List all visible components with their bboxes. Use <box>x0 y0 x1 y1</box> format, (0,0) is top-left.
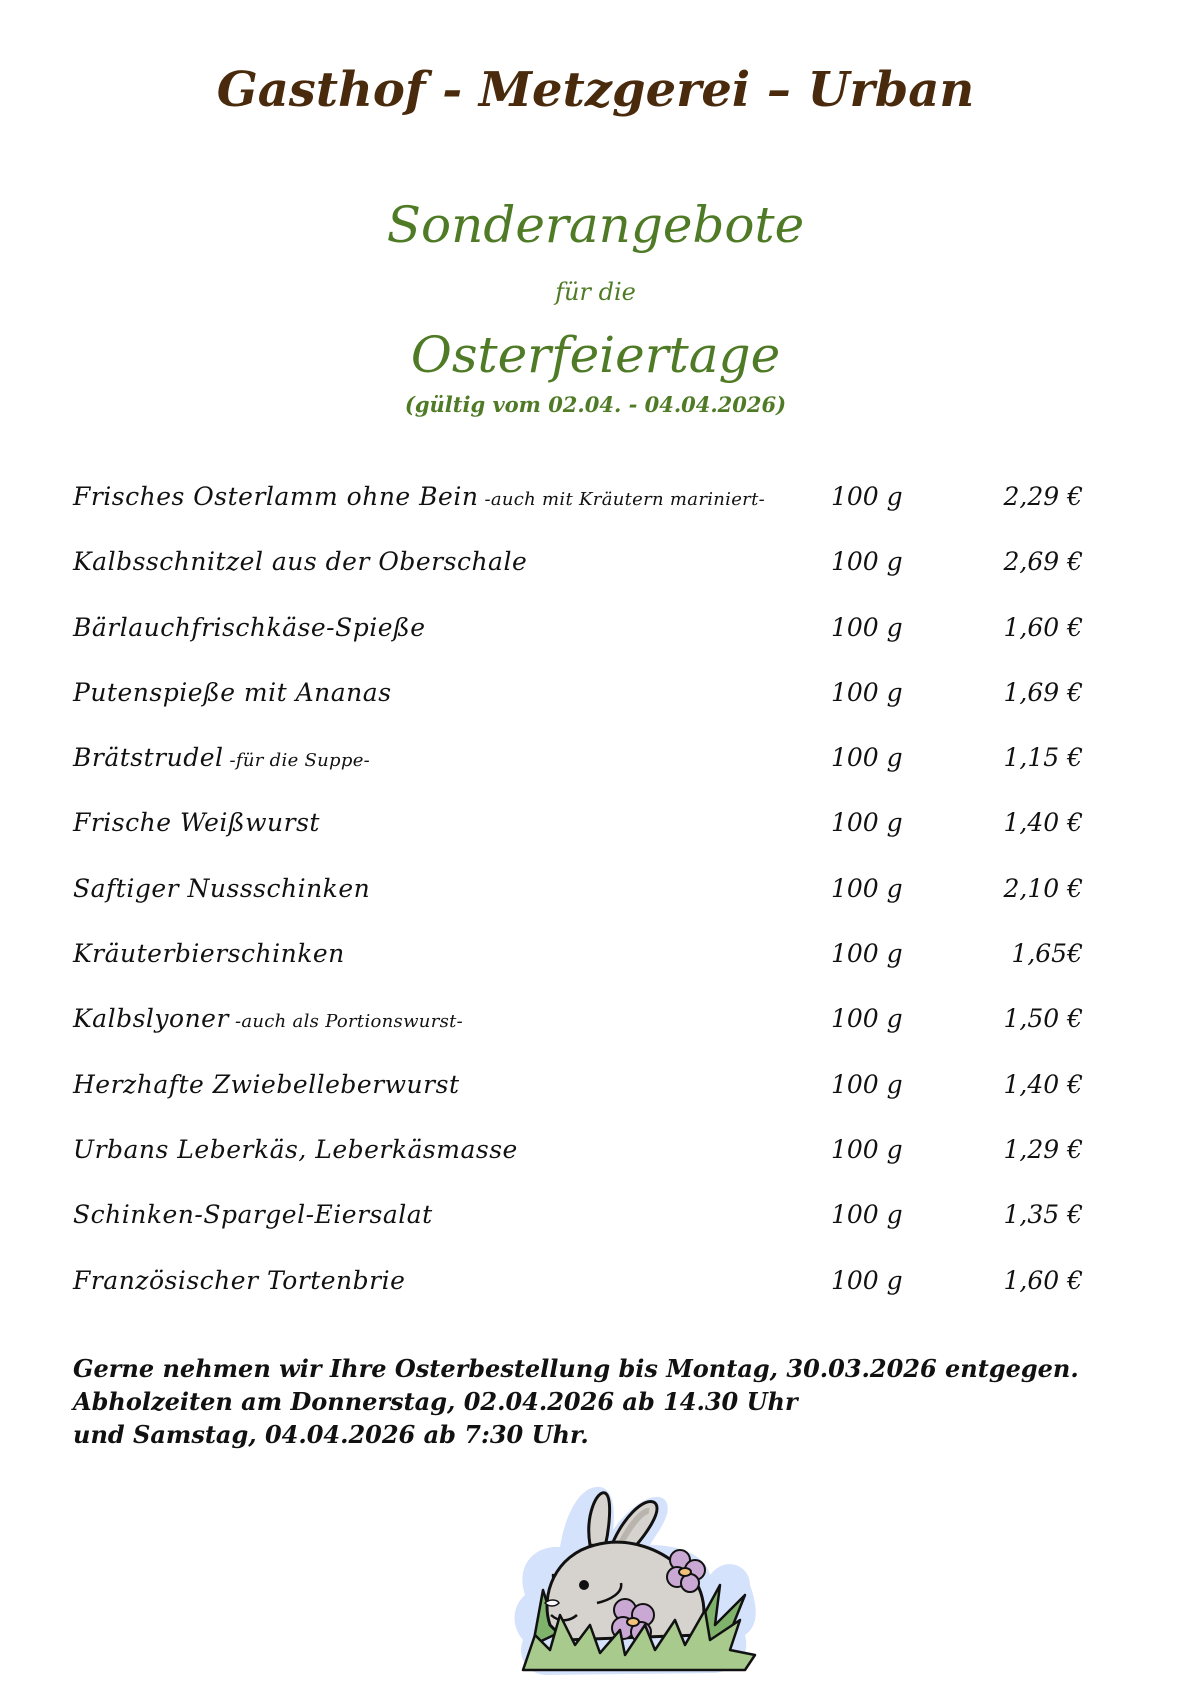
offer-name <box>73 613 426 642</box>
offer-row <box>73 804 1083 869</box>
offer-unit: 100 g <box>831 547 903 577</box>
offer-unit: 100 g <box>831 808 903 838</box>
offer-price: 1,29 € <box>1003 1134 1083 1164</box>
offer-price: 1,35 € <box>1003 1200 1083 1230</box>
offer-note: -auch als Portionswurst- <box>228 1011 464 1033</box>
offer-price: 2,10 € <box>1003 873 1083 903</box>
offer-name <box>73 874 370 903</box>
order-deadline: Gerne nehmen wir Ihre Osterbestellung bis Montag, 30.03.2026 entgegen. <box>73 1354 1079 1383</box>
occasion-title: Osterfeiertage <box>410 326 781 384</box>
offer-name <box>73 1070 460 1099</box>
offer-name-text: Putenspieße mit Ananas <box>73 677 392 707</box>
offer-unit: 100 g <box>831 612 903 642</box>
business-name: Gasthof - Metzgerei – Urban <box>216 62 975 118</box>
offer-name <box>73 482 765 511</box>
offer-unit: 100 g <box>831 1200 903 1230</box>
offer-price: 1,65€ <box>1011 939 1083 969</box>
offer-unit: 100 g <box>831 1004 903 1034</box>
offer-unit: 100 g <box>831 482 903 511</box>
offer-row <box>73 543 1083 608</box>
offer-name-text: Urbans Leberkäs, Leberkäsmasse <box>73 1134 518 1164</box>
headline: Sonderangebote <box>386 196 805 254</box>
offer-name <box>73 743 370 772</box>
order-notice <box>73 1352 1079 1451</box>
offer-unit: 100 g <box>831 873 903 903</box>
offer-unit: 100 g <box>831 677 903 707</box>
offer-name <box>73 678 392 707</box>
subline: für die <box>555 278 636 306</box>
offer-name-text: Brätstrudel <box>73 743 224 773</box>
offer-row <box>73 1196 1083 1261</box>
offer-name <box>73 1135 518 1164</box>
validity-period: (gültig vom 02.04. - 04.04.2026) <box>404 392 787 417</box>
offer-name-text: Kalbslyoner <box>73 1004 229 1034</box>
offer-name-text: Bärlauchfrischkäse-Spieße <box>73 612 426 642</box>
offer-row <box>73 739 1083 804</box>
offer-price: 2,69 € <box>1003 547 1083 577</box>
offer-unit: 100 g <box>831 939 903 969</box>
offer-row <box>73 1066 1083 1131</box>
offer-price: 1,15 € <box>1003 743 1083 773</box>
offer-row <box>73 674 1083 739</box>
offer-price: 1,60 € <box>1003 612 1083 642</box>
pickup-saturday: und Samstag, 04.04.2026 ab 7:30 Uhr. <box>73 1420 589 1449</box>
offer-price: 1,60 € <box>1003 1265 1083 1295</box>
offer-row <box>73 870 1083 935</box>
offer-note: -auch mit Kräutern mariniert- <box>478 489 766 510</box>
offer-row <box>73 935 1083 1000</box>
offer-name <box>73 1266 405 1295</box>
offer-name-text: Herzhafte Zwiebelleberwurst <box>73 1069 460 1099</box>
offer-unit: 100 g <box>831 1265 903 1295</box>
offer-unit: 100 g <box>831 1134 903 1164</box>
offer-name <box>73 939 345 968</box>
offer-price: 1,40 € <box>1003 808 1083 838</box>
pickup-thursday: Abholzeiten am Donnerstag, 02.04.2026 ab 14.30 Uhr <box>73 1387 798 1416</box>
offer-price: 1,50 € <box>1003 1004 1083 1034</box>
offer-name-text: Frische Weißwurst <box>73 808 320 838</box>
offer-name <box>73 1004 463 1033</box>
offer-name-text: Schinken-Spargel-Eiersalat <box>73 1200 433 1230</box>
offer-row <box>73 478 1083 543</box>
offer-name-text: Kalbsschnitzel aus der Oberschale <box>73 547 528 577</box>
offer-unit: 100 g <box>831 743 903 773</box>
offer-name-text: Französischer Tortenbrie <box>73 1265 406 1295</box>
offer-row <box>73 1262 1083 1327</box>
offer-note: -für die Suppe- <box>223 750 371 772</box>
offer-row <box>73 609 1083 674</box>
offer-name <box>73 808 320 837</box>
offer-unit: 100 g <box>831 1069 903 1099</box>
offer-price: 1,40 € <box>1003 1069 1083 1099</box>
offer-row <box>73 1000 1083 1065</box>
offer-name <box>73 547 527 576</box>
offer-price: 1,69 € <box>1003 677 1083 707</box>
offer-price: 2,29 € <box>1003 482 1083 511</box>
offer-name <box>73 1200 433 1229</box>
offer-list <box>73 478 1083 1327</box>
easter-bunny-icon <box>505 1475 765 1680</box>
offer-row <box>73 1131 1083 1196</box>
offer-name-text: Frisches Osterlamm ohne Bein <box>73 482 479 511</box>
offer-name-text: Kräuterbierschinken <box>73 939 345 969</box>
offer-name-text: Saftiger Nussschinken <box>73 873 371 903</box>
